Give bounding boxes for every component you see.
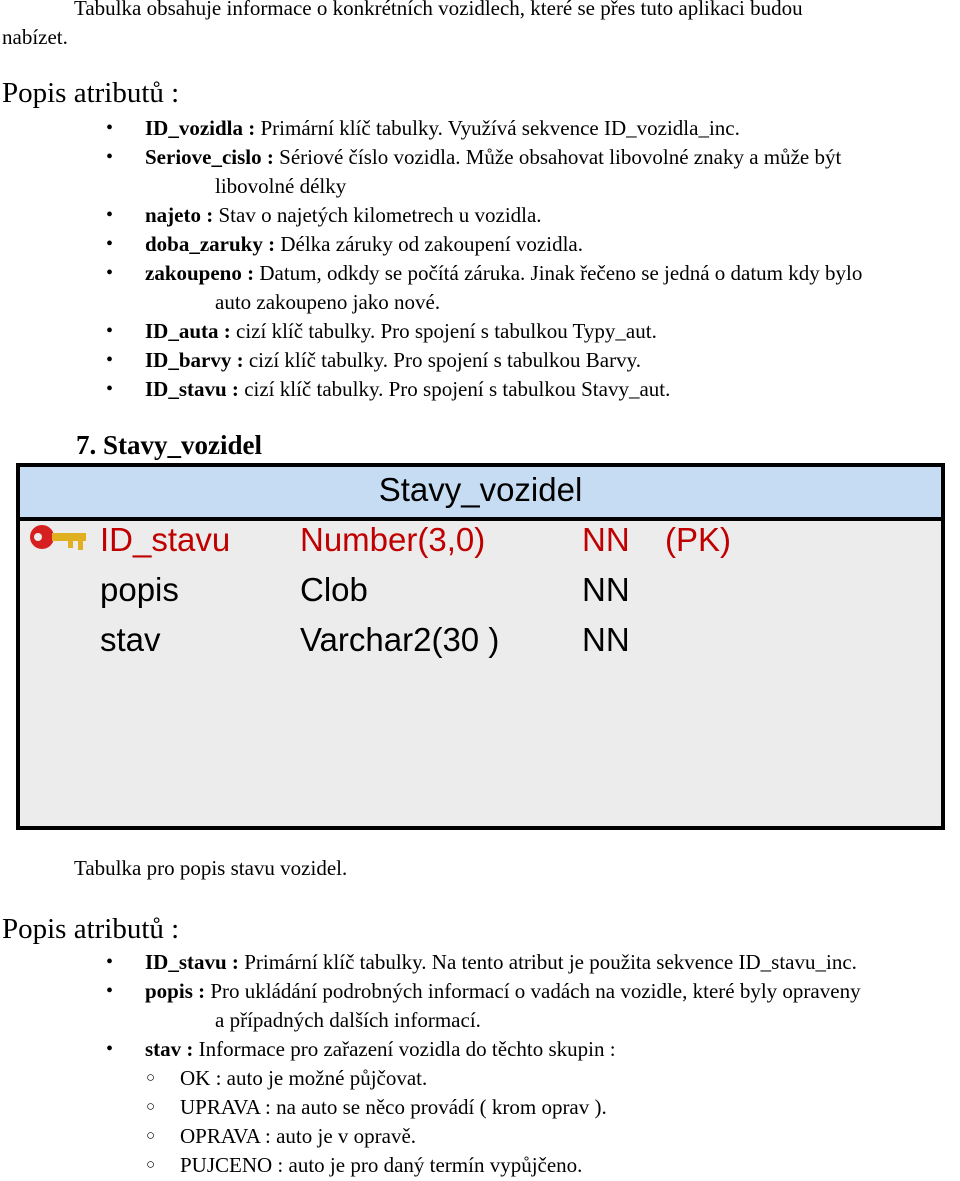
row-type: Clob — [300, 571, 368, 608]
attribute-description: Pro ukládání podrobných informací o vadách na vozidle, které byly opraveny — [205, 979, 861, 1003]
circle-bullet-icon: ○ — [146, 1099, 156, 1115]
bullet-icon: • — [106, 980, 114, 1002]
diagram-title: Stavy_vozidel — [378, 471, 583, 508]
heading-attributes-2: Popis atributů : — [2, 913, 180, 945]
attribute-description-continued: libovolné délky — [215, 174, 347, 198]
bullet-icon: • — [106, 146, 114, 168]
attribute-description: Sériové číslo vozidla. Může obsahovat libovolné znaky a může být — [273, 145, 842, 169]
attribute-description: Informace pro zařazení vozidla do těchto skupin : — [193, 1037, 616, 1061]
diagram-caption: Tabulka pro popis stavu vozidel. — [74, 856, 348, 880]
attribute-description: Primární klíč tabulky. Využívá sekvence ID_vozidla_inc. — [255, 116, 740, 140]
state-text: PUJCENO : auto je pro daný termín vypůjčeno. — [180, 1153, 583, 1177]
circle-bullet-icon: ○ — [146, 1070, 156, 1086]
attribute-item — [0, 114, 960, 143]
attribute-item — [0, 317, 960, 346]
attribute-description: Datum, odkdy se počítá záruka. Jinak řečeno se jedná o datum kdy bylo — [254, 261, 863, 285]
attribute-name: najeto : — [145, 203, 214, 227]
diagram-row — [20, 571, 941, 615]
row-type: Number(3,0) — [300, 521, 486, 558]
attribute-name: ID_vozidla : — [145, 116, 256, 140]
bullet-icon: • — [106, 349, 114, 371]
attribute-description: Délka záruky od zakoupení vozidla. — [275, 232, 583, 256]
heading-attributes-1: Popis atributů : — [2, 77, 180, 109]
circle-bullet-icon: ○ — [146, 1157, 156, 1173]
row-type: Varchar2(30 ) — [300, 621, 500, 658]
attribute-item — [0, 346, 960, 375]
intro-paragraph — [0, 0, 960, 52]
state-item — [0, 1151, 960, 1180]
attribute-name: doba_zaruky : — [145, 232, 276, 256]
row-null: NN — [582, 521, 630, 558]
attribute-list-2 — [0, 948, 960, 1180]
attribute-item — [0, 230, 960, 259]
bullet-icon: • — [106, 951, 114, 973]
state-text: OPRAVA : auto je v opravě. — [180, 1124, 417, 1148]
attribute-item — [0, 201, 960, 230]
state-text: OK : auto je možné půjčovat. — [180, 1066, 428, 1090]
attribute-description: Primární klíč tabulky. Na tento atribut je použita sekvence ID_stavu_inc. — [238, 950, 857, 974]
attribute-name: ID_stavu : — [145, 377, 239, 401]
key-icon — [28, 521, 90, 559]
diagram-header — [20, 467, 941, 521]
attribute-description: Stav o najetých kilometrech u vozidla. — [213, 203, 542, 227]
state-item — [0, 1093, 960, 1122]
row-name: stav — [100, 621, 161, 658]
attribute-name: zakoupeno : — [145, 261, 255, 285]
row-null: NN — [582, 571, 630, 608]
row-pk: (PK) — [665, 521, 731, 558]
attribute-description-continued: a případných dalších informací. — [215, 1008, 481, 1032]
row-name: popis — [100, 571, 179, 608]
attribute-item — [0, 375, 960, 404]
attribute-item — [0, 143, 960, 201]
bullet-icon: • — [106, 117, 114, 139]
bullet-icon: • — [106, 233, 114, 255]
bullet-icon: • — [106, 378, 114, 400]
attribute-description-continued: auto zakoupeno jako nové. — [215, 290, 441, 314]
intro-line-2: nabízet. — [2, 25, 68, 49]
attribute-name: popis : — [145, 979, 206, 1003]
attribute-name: ID_barvy : — [145, 348, 244, 372]
bullet-icon: • — [106, 320, 114, 342]
row-null: NN — [582, 621, 630, 658]
attribute-name: ID_stavu : — [145, 950, 239, 974]
attribute-item — [0, 948, 960, 977]
attribute-item — [0, 259, 960, 317]
bullet-icon: • — [106, 262, 114, 284]
circle-bullet-icon: ○ — [146, 1128, 156, 1144]
diagram-row — [20, 521, 941, 565]
table-diagram — [16, 463, 945, 830]
attribute-item — [0, 1035, 960, 1180]
attribute-list-1 — [0, 114, 960, 404]
intro-line-1: Tabulka obsahuje informace o konkrétních vozidlech, které se přes tuto aplikaci budou — [74, 0, 803, 20]
bullet-icon: • — [106, 1038, 114, 1060]
state-text: UPRAVA : na auto se něco provádí ( krom oprav ). — [180, 1095, 607, 1119]
attribute-description: cizí klíč tabulky. Pro spojení s tabulkou Stavy_aut. — [238, 377, 671, 401]
attribute-item — [0, 977, 960, 1035]
bullet-icon: • — [106, 204, 114, 226]
attribute-name: ID_auta : — [145, 319, 231, 343]
attribute-name: Seriove_cislo : — [145, 145, 274, 169]
row-name: ID_stavu — [100, 521, 231, 558]
attribute-name: stav : — [145, 1037, 194, 1061]
diagram-row — [20, 621, 941, 665]
state-list — [145, 1064, 960, 1180]
attribute-description: cizí klíč tabulky. Pro spojení s tabulkou Barvy. — [243, 348, 641, 372]
state-item — [0, 1122, 960, 1151]
section-heading: 7. Stavy_vozidel — [76, 430, 262, 460]
attribute-description: cizí klíč tabulky. Pro spojení s tabulkou Typy_aut. — [230, 319, 657, 343]
state-item — [0, 1064, 960, 1093]
